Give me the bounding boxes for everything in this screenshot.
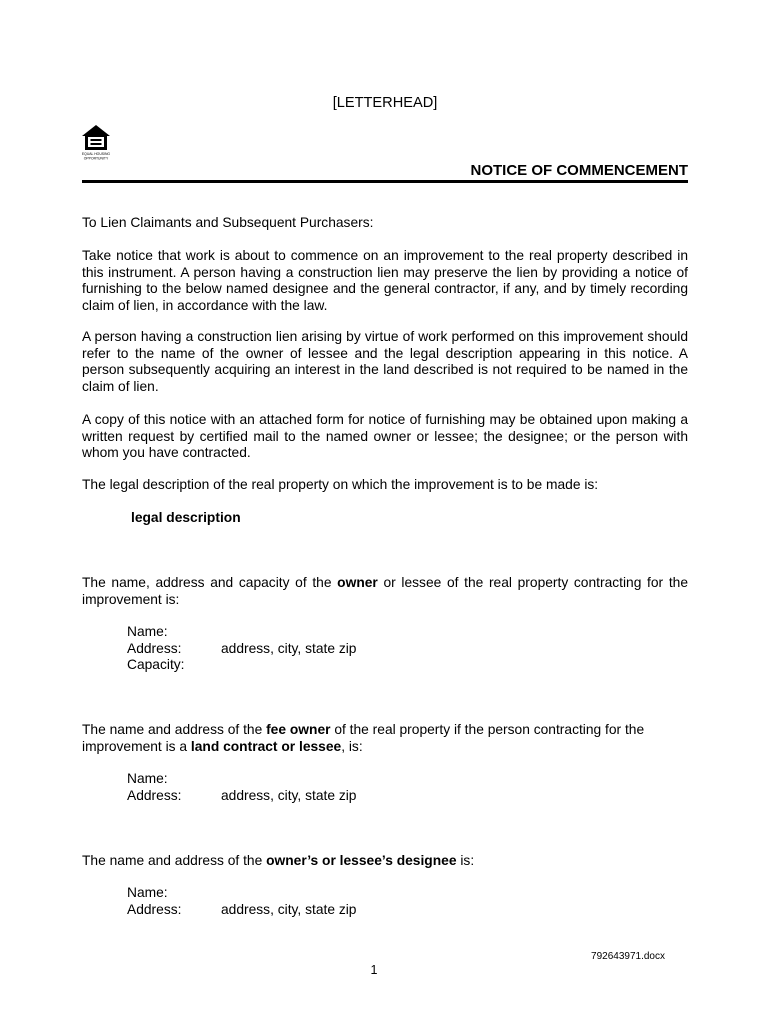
salutation-text: To Lien Claimants and Subsequent Purchasers: — [82, 215, 374, 230]
owner-intro-bold: owner — [337, 575, 378, 590]
fee-owner-name-row — [127, 771, 547, 788]
owner-intro-after: or lessee of the real property contracting for the — [377, 575, 688, 590]
fee-owner-intro-after: of the real property if the person contracting for the — [330, 722, 645, 737]
equal-housing-opportunity-icon — [81, 124, 111, 162]
designee-name-row — [127, 885, 547, 902]
designee-section-intro — [82, 853, 688, 870]
document-title: NOTICE OF COMMENCEMENT — [470, 162, 688, 179]
owner-intro-line-1 — [82, 575, 688, 592]
legal-description-intro — [82, 477, 688, 494]
owner-name-label: Name: — [127, 624, 168, 639]
paragraph-line: whom you have contracted. — [82, 445, 251, 460]
fee-owner-fields — [127, 771, 547, 804]
legal-description-placeholder: legal description — [131, 510, 241, 525]
logo-text-line-2: OPPORTUNITY — [83, 156, 109, 161]
paragraph-line: claim of lien. — [82, 378, 159, 394]
owner-name-row — [127, 624, 547, 641]
fee-owner-intro-line2-bold: land contract or lessee — [190, 738, 342, 754]
paragraph-line: Take notice that work is about to commence on an improvement to the real property described in — [82, 248, 688, 263]
owner-capacity-row — [127, 657, 547, 674]
house-interior — [88, 137, 104, 147]
fee-owner-intro-bold: fee owner — [266, 722, 331, 737]
fee-owner-section-intro — [82, 722, 688, 755]
paragraph-line: claim of lien, in accordance with the law. — [82, 297, 328, 313]
equals-bar-bottom — [91, 143, 102, 145]
fee-owner-intro-line-1 — [82, 722, 688, 739]
fee-owner-intro-line2-after: , is: — [341, 738, 363, 754]
paragraph-line: written request by certified mail to the named owner or lessee; the designee; or the person with — [82, 428, 688, 444]
owner-section-intro — [82, 575, 688, 608]
title-divider — [82, 180, 688, 183]
designee-intro-line — [82, 853, 688, 870]
logo-text-line-1: EQUAL HOUSING — [81, 152, 111, 156]
designee-intro-after: is: — [456, 853, 475, 868]
paragraph-line: this instrument. A person having a construction lien may preserve the lien by providing a notice of — [82, 264, 688, 280]
page-number: 1 — [370, 963, 378, 977]
equals-bar-top — [91, 139, 102, 141]
fee-owner-address-value: address, city, state zip — [221, 787, 357, 803]
owner-fields — [127, 624, 547, 674]
owner-intro-before: The name, address and capacity of the — [82, 575, 338, 590]
fee-owner-address-row — [127, 788, 547, 805]
owner-address-value: address, city, state zip — [221, 640, 357, 656]
fee-owner-address-label: Address: — [127, 787, 182, 803]
letterhead-placeholder: [LETTERHEAD] — [332, 95, 438, 111]
paragraph-line: A copy of this notice with an attached form for notice of furnishing may be obtained upon making a — [82, 412, 688, 427]
fee-owner-intro-before: The name and address of the — [82, 722, 267, 737]
fee-owner-name-label: Name: — [127, 771, 168, 786]
legal-description-intro-text: The legal description of the real property on which the improvement is to be made is: — [82, 477, 599, 492]
owner-address-row — [127, 641, 547, 658]
owner-address-label: Address: — [127, 640, 182, 656]
equal-housing-logo-graphic — [81, 124, 111, 162]
paragraph-lien-reference — [82, 329, 688, 395]
paragraph-copy-request — [82, 412, 688, 462]
fee-owner-intro-line-2 — [82, 739, 688, 756]
owner-intro-line-2: improvement is: — [82, 591, 180, 607]
designee-name-label: Name: — [127, 885, 168, 900]
designee-address-value: address, city, state zip — [221, 901, 357, 917]
paragraph-line: refer to the name of the owner of lessee and the legal description appearing in this notice. A — [82, 345, 688, 361]
designee-address-row — [127, 902, 547, 919]
paragraph-line: person subsequently acquiring an interest in the land described is not required to be named in the — [82, 362, 688, 377]
salutation — [82, 215, 688, 232]
owner-capacity-label: Capacity: — [127, 657, 185, 672]
fee-owner-intro-line2-before: improvement is a — [82, 738, 191, 754]
paragraph-line: furnishing to the below named designee and the general contractor, if any, and by timely recording — [82, 281, 688, 296]
designee-intro-bold: owner’s or lessee’s designee — [266, 853, 457, 868]
paragraph-line: A person having a construction lien arising by virtue of work performed on this improvement should — [82, 329, 688, 344]
designee-intro-before: The name and address of the — [82, 853, 267, 868]
document-file-id: 792643971.docx — [591, 951, 665, 962]
designee-address-label: Address: — [127, 901, 182, 917]
designee-fields — [127, 885, 547, 918]
paragraph-notice — [82, 248, 688, 314]
